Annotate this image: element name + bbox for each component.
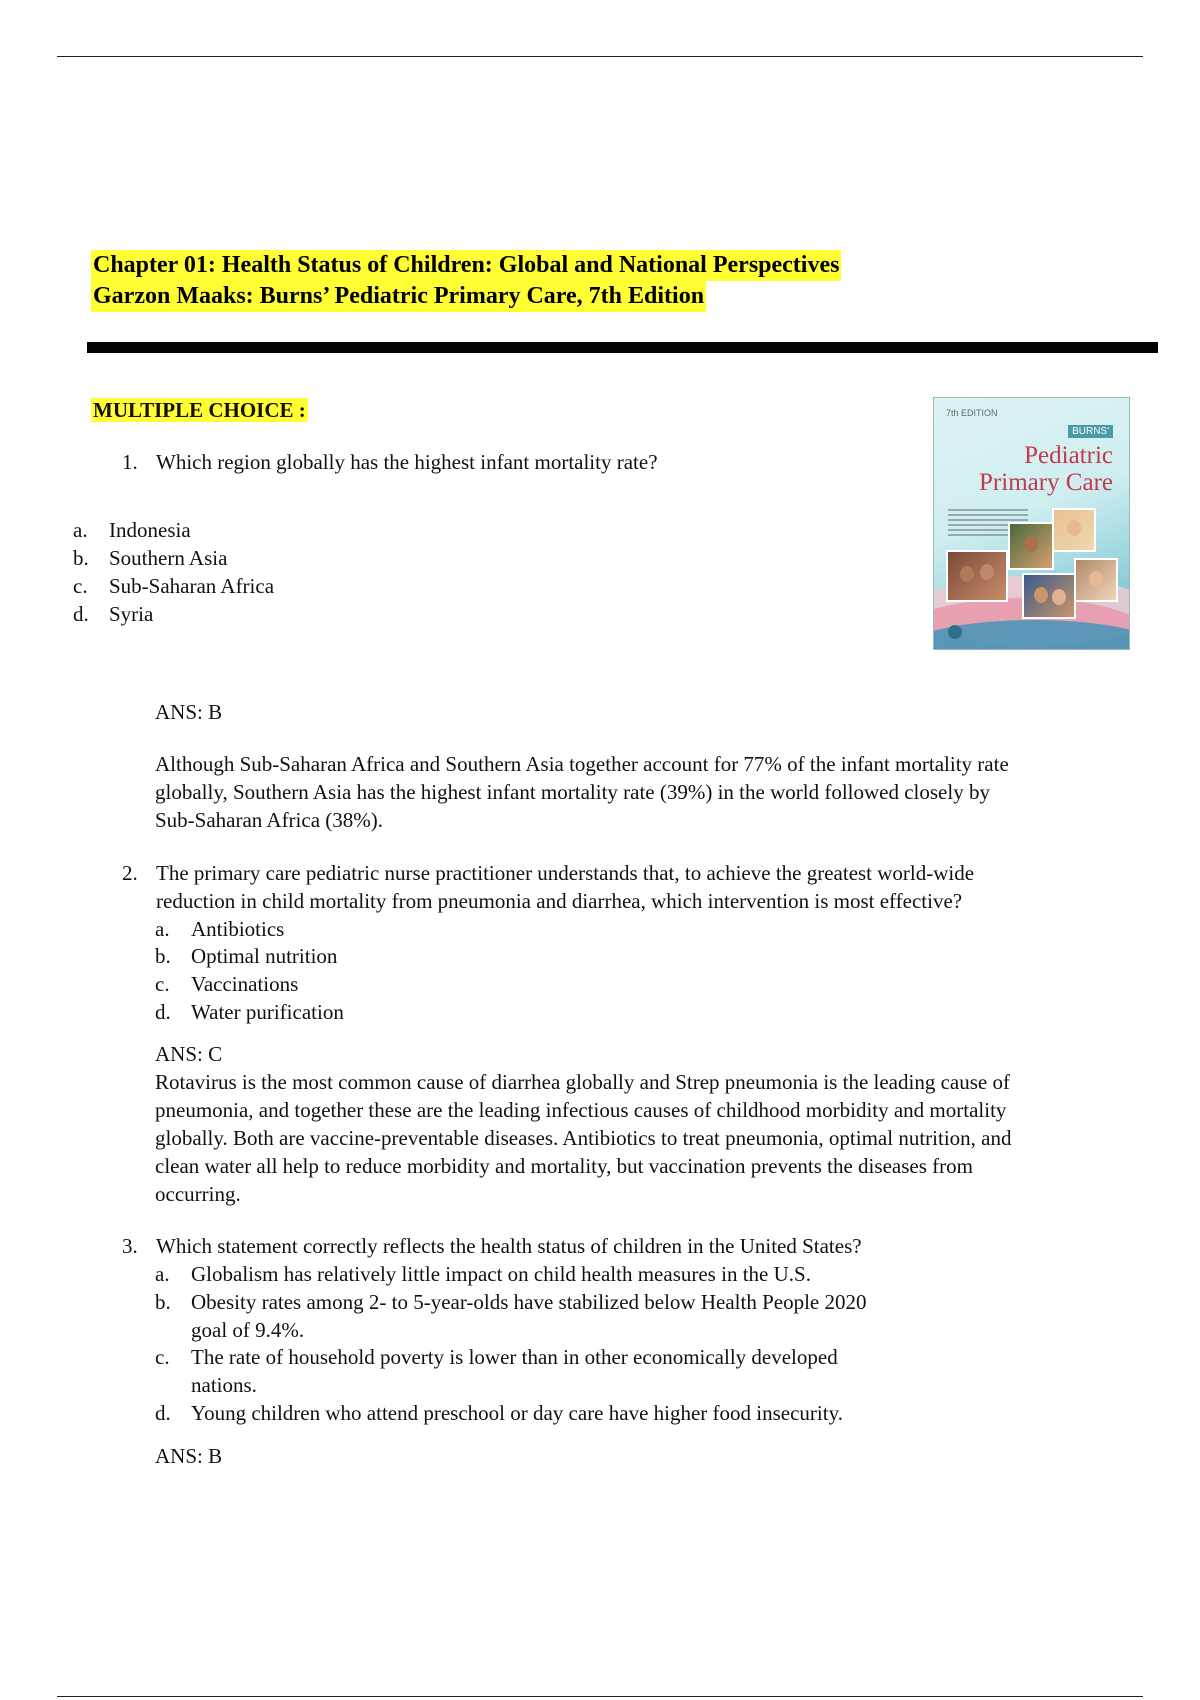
bottom-rule — [57, 1696, 1143, 1697]
cover-title-line1: Pediatric — [1024, 442, 1113, 469]
option-1b: b. Southern Asia — [73, 546, 228, 570]
question-text: Which region globally has the highest infant mortality rate? — [156, 450, 658, 474]
question-number: 3. — [122, 1234, 138, 1258]
book-title: Garzon Maaks: Burns’ Pediatric Primary Care, 7th Edition — [91, 281, 706, 312]
cover-photo-child — [1074, 558, 1118, 602]
option-2b: b. Optimal nutrition — [155, 944, 338, 968]
section-heading — [91, 396, 308, 424]
option-3b: b. Obesity rates among 2- to 5-year-olds have stabilized below Health People 2020 goal of 9.4%. — [155, 1290, 867, 1342]
chapter-title: Chapter 01: Health Status of Children: Global and National Perspectives — [91, 250, 841, 281]
rationale-1: Although Sub-Saharan Africa and Southern Asia together account for 77% of the infant mortality rate globally, Southern Asia has the highest infant mortality rate (39%) in the world followed closely by Sub-Saharan Africa (38%). — [155, 752, 1009, 832]
question-text: Which statement correctly reflects the health status of children in the United States? — [156, 1234, 862, 1258]
option-2c: c. Vaccinations — [155, 972, 299, 996]
header-titles — [91, 250, 841, 312]
option-2d: d. Water purification — [155, 1000, 344, 1024]
cover-photo-child — [1008, 522, 1054, 570]
question-1 — [122, 448, 658, 476]
cover-title — [979, 442, 1113, 496]
cover-title-line2: Primary Care — [979, 469, 1113, 496]
publisher-logo-icon — [948, 625, 962, 639]
option-1d: d. Syria — [73, 602, 154, 626]
cover-photo-family — [946, 550, 1008, 602]
answer-3: ANS: B — [155, 1444, 223, 1468]
section-divider — [87, 342, 1158, 353]
answer-1: ANS: B — [155, 700, 223, 724]
option-3a: a. Globalism has relatively little impact on child health measures in the U.S. — [155, 1262, 811, 1286]
question-3 — [122, 1232, 862, 1260]
cover-photo-child — [1052, 508, 1096, 552]
cover-photo-children — [1022, 573, 1076, 619]
option-1a: a. Indonesia — [73, 518, 191, 542]
option-3d: d. Young children who attend preschool or day care have higher food insecurity. — [155, 1401, 843, 1425]
cover-edition: 7th EDITION — [946, 408, 998, 418]
question-2: 2. The primary care pediatric nurse practitioner understands that, to achieve the greatest world-wide reduction in child mortality from pneumonia and diarrhea, which intervention is most effective? — [122, 861, 975, 913]
top-rule — [57, 56, 1143, 57]
option-2a: a. Antibiotics — [155, 917, 285, 941]
question-number: 2. — [122, 861, 138, 885]
section-label: MULTIPLE CHOICE : — [93, 398, 306, 422]
option-3c: c. The rate of household poverty is lower than in other economically developed nations. — [155, 1345, 838, 1397]
cover-brand: BURNS' — [1068, 425, 1113, 438]
rationale-2: Rotavirus is the most common cause of diarrhea globally and Strep pneumonia is the leading cause of pneumonia, and together these are the leading infectious causes of childhood morbidity and mortality globally. Both are vaccine-preventable diseases. Antibiotics to treat pneumonia, optimal nutrition, and clean water all help to reduce morbidity and mortality, but vaccination prevents the diseases from occurring. — [155, 1070, 1012, 1206]
option-1c: c. Sub-Saharan Africa — [73, 574, 275, 598]
book-cover-image — [933, 397, 1130, 650]
question-number: 1. — [122, 450, 138, 474]
answer-2: ANS: C — [155, 1042, 223, 1066]
